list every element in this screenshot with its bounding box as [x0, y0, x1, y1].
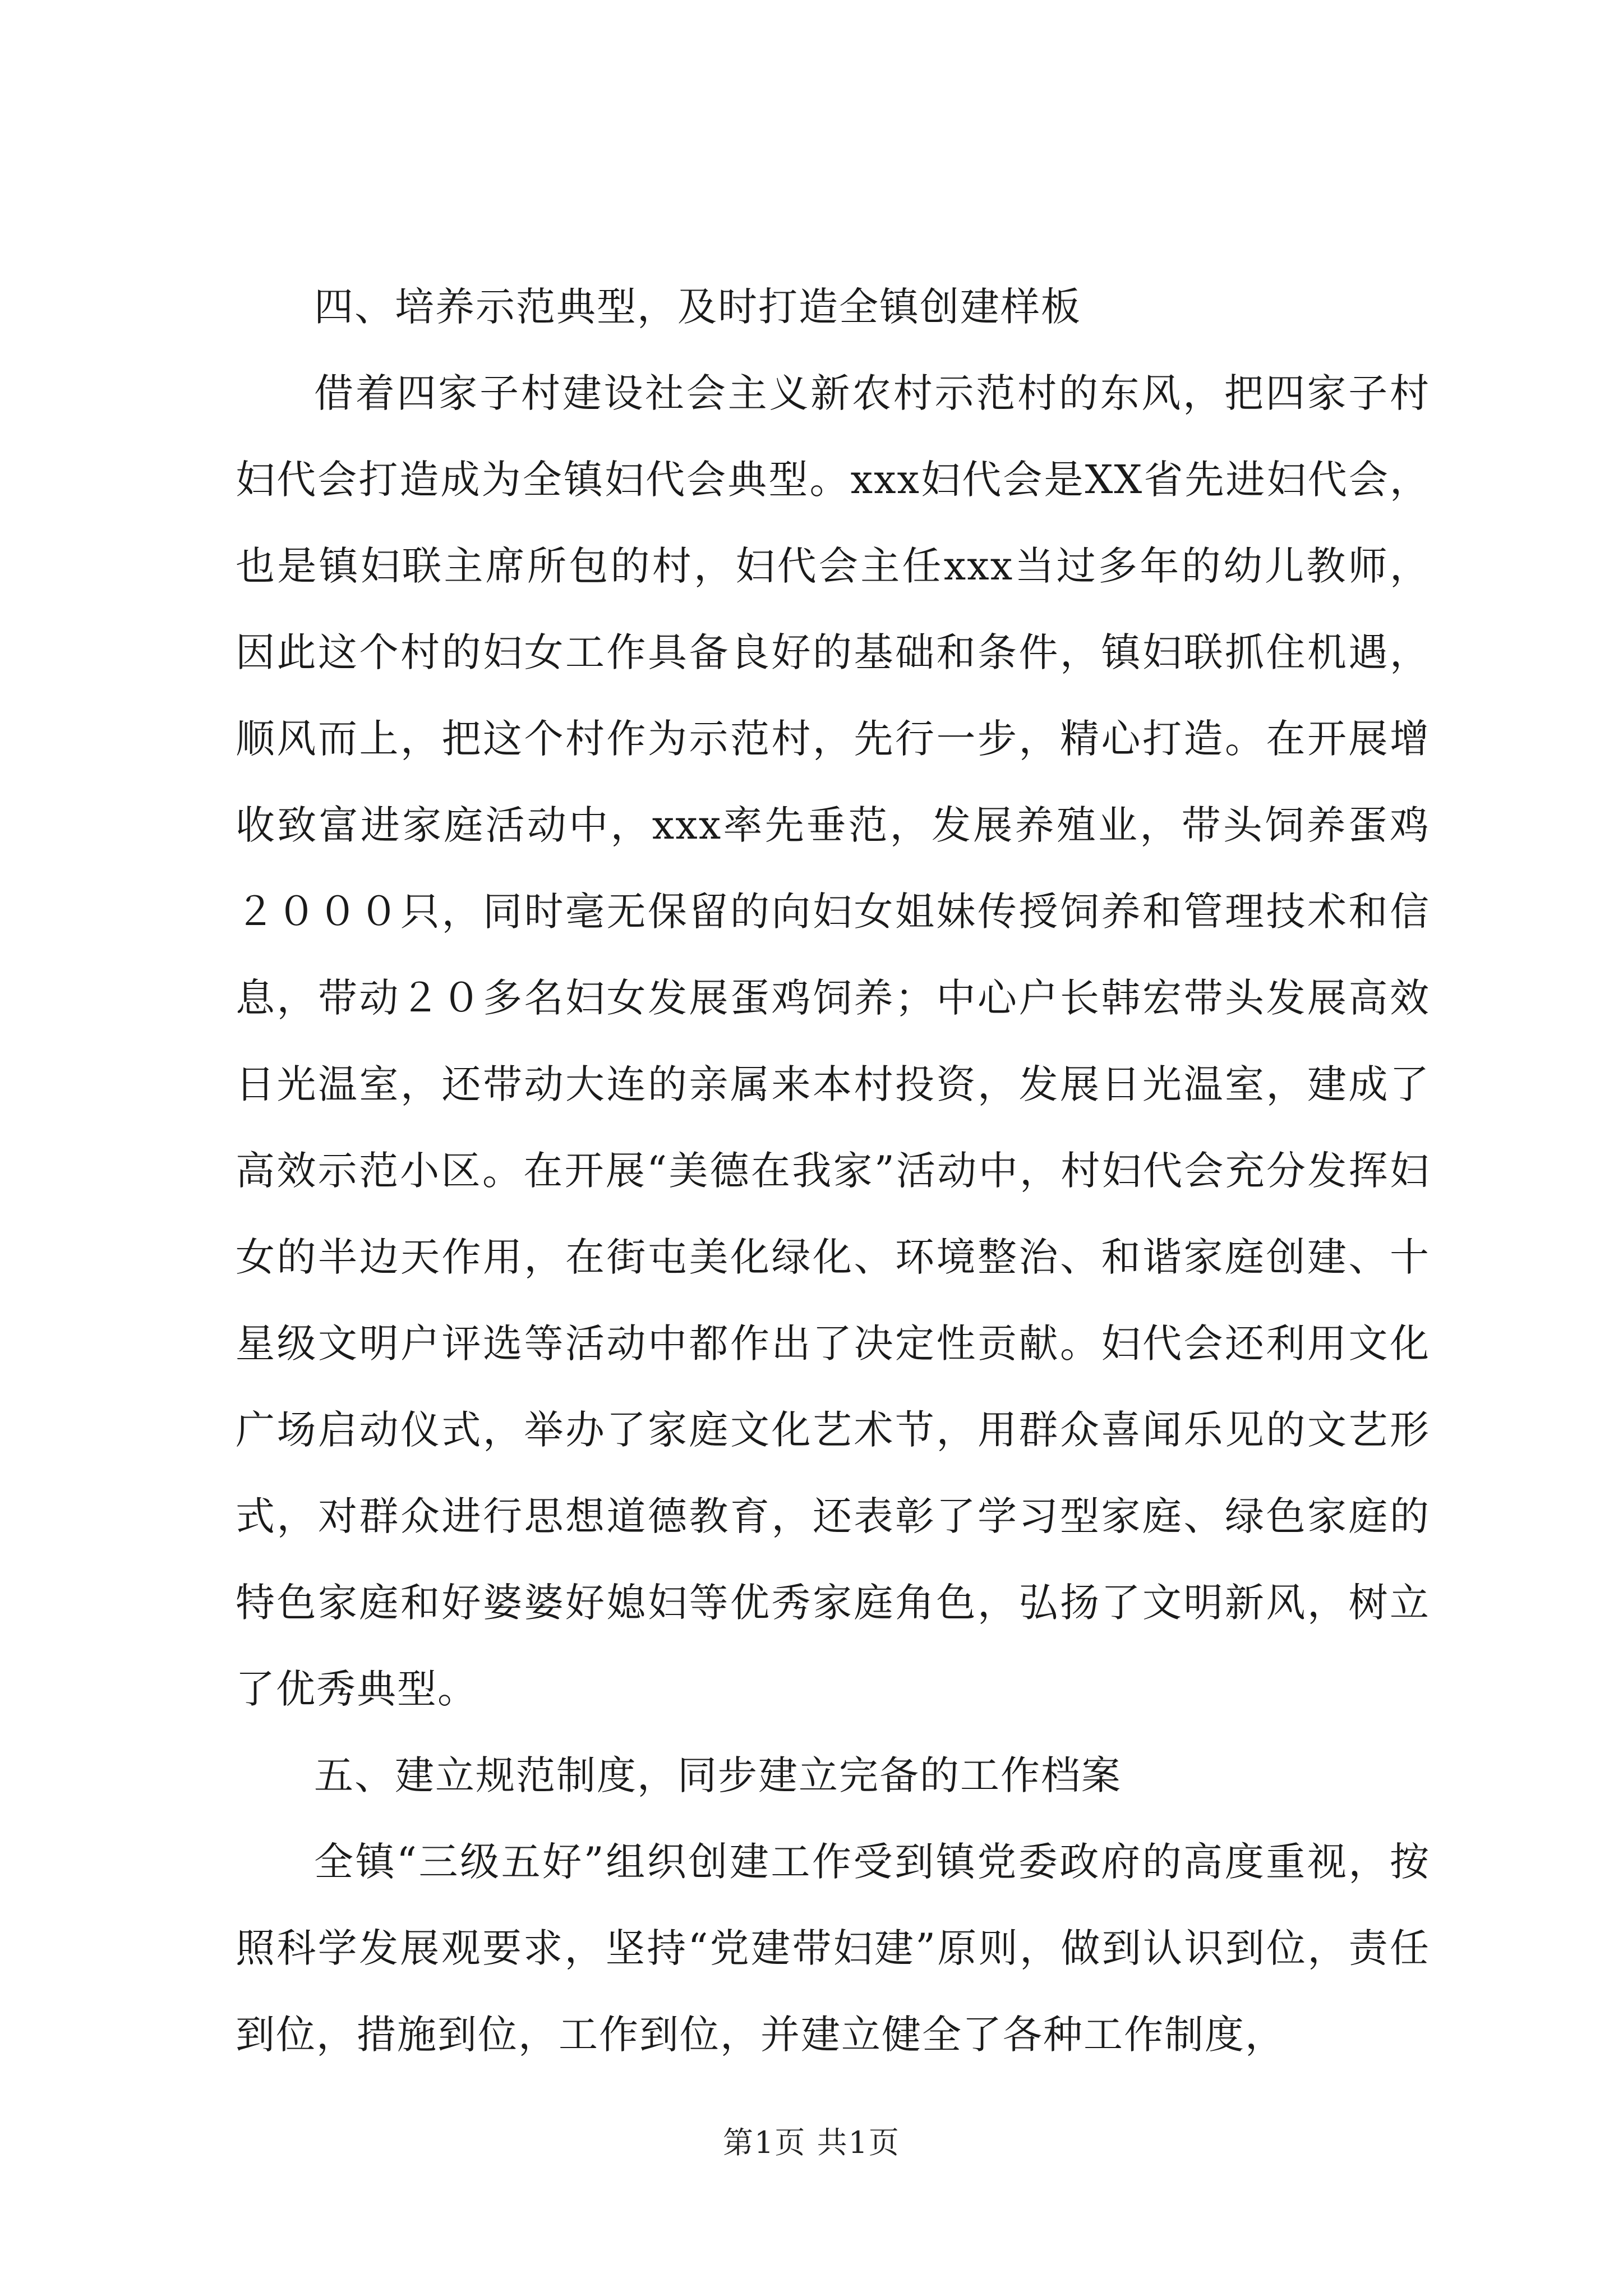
document-body: [236, 264, 1430, 2078]
paragraph-body-5: 全镇“三级五好”组织创建工作受到镇党委政府的高度重视，按照科学发展观要求，坚持“党建带妇建”原则，做到认识到位，责任到位，措施到位，工作到位，并建立健全了各种工作制度，: [236, 1839, 1430, 2058]
page-number-footer: 第1页 共1页: [723, 2125, 900, 2160]
paragraph-body-4: 借着四家子村建设社会主义新农村示范村的东风，把四家子村妇代会打造成为全镇妇代会典型。xxx妇代会是XX省先进妇代会，也是镇妇联主席所包的村，妇代会主任xxx当过多年的幼儿教师，因此这个村的妇女工作具备良好的基础和条件，镇妇联抓住机遇，顺风而上，把这个村作为示范村，先行一步，精心打造。在开展增收致富进家庭活动中，xxx率先垂范，发展养殖业，带头饲养蛋鸡２０００只，同时毫无保留的向妇女姐妹传授饲养和管理技术和信息，带动２０多名妇女发展蛋鸡饲养；中心户长韩宏带头发展高效日光温室，还带动大连的亲属来本村投资，发展日光温室，建成了高效示范小区。在开展“美德在我家”活动中，村妇代会充分发挥妇女的半边天作用，在街屯美化绿化、环境整治、和谐家庭创建、十星级文明户评选等活动中都作出了决定性贡献。妇代会还利用文化广场启动仪式，举办了家庭文化艺术节，用群众喜闻乐见的文艺形式，对群众进行思想道德教育，还表彰了学习型家庭、绿色家庭的特色家庭和好婆婆好媳妇等优秀家庭角色，弘扬了文明新风，树立了优秀典型。: [236, 370, 1430, 1712]
section-heading-5: 五、建立规范制度，同步建立完备的工作档案: [314, 1752, 1122, 1798]
section-heading-4: 四、培养示范典型，及时打造全镇创建样板: [314, 284, 1081, 330]
